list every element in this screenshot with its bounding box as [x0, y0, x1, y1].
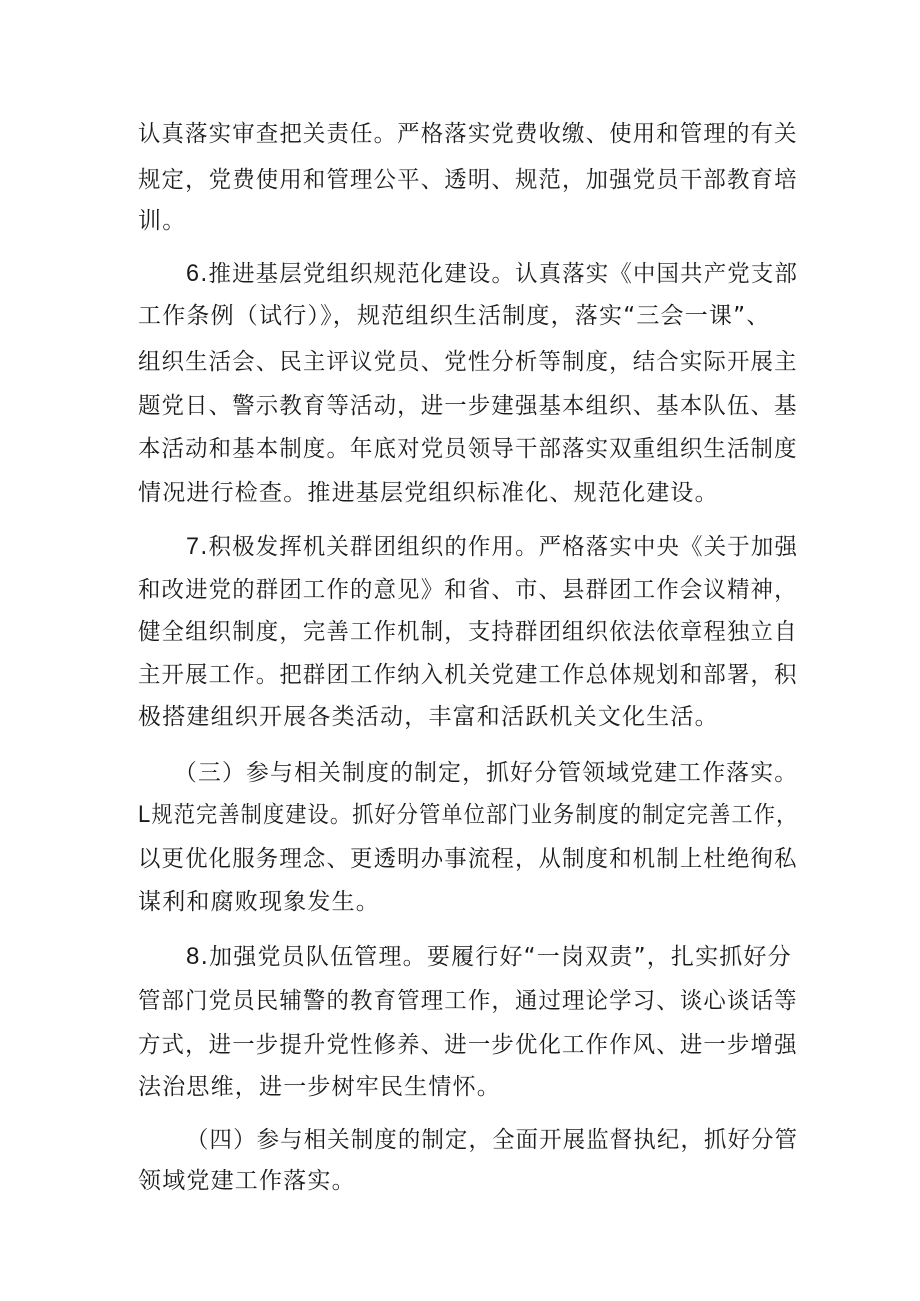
section-heading: （四）参与相关制度的制定，全面开展监督执纪，抓好分管 — [186, 1127, 799, 1153]
paragraph-line: 题党日、警示教育等活动，进一步建强基本组织、基本队伍、基 — [138, 393, 798, 419]
section-heading: （三）参与相关制度的制定，抓好分管领域党建工作落实。 — [174, 760, 799, 786]
paragraph-line: 以更优化服务理念、更透明办事流程，从制度和机制上杜绝徇私 — [138, 846, 798, 872]
item-number: 8 — [186, 943, 201, 970]
paragraph-line: 工作条例（试行）》，规范组织生活制度，落实“三会一课”、 — [138, 303, 771, 329]
paragraph-line: L规范完善制度建设。抓好分管单位部门业务制度的制定完善工作， — [138, 801, 799, 828]
paragraph-line: 情况进行检查。推进基层党组织标准化、规范化建设。 — [138, 480, 719, 506]
item-number: L — [138, 801, 152, 828]
paragraph-line: 组织生活会、民主评议党员、党性分析等制度，结合实际开展主 — [138, 349, 798, 375]
paragraph-line: 极搭建组织开展各类活动，丰富和活跃机关文化生活。 — [138, 704, 719, 730]
paragraph-line: 训。 — [138, 208, 187, 234]
paragraph-line: 8.加强党员队伍管理。要履行好“一岗双责”，扎实抓好分 — [186, 943, 792, 970]
paragraph-line: 方式，进一步提升党性修养、进一步优化工作作风、进一步增强 — [138, 1032, 798, 1058]
paragraph-line: 7.积极发挥机关群团组织的作用。严格落实中央《关于加强 — [186, 533, 799, 560]
paragraph-line: 谋利和腐败现象发生。 — [138, 889, 380, 915]
paragraph-line: 健全组织制度，完善工作机制，支持群团组织依法依章程独立自 — [138, 619, 798, 645]
paragraph-line: 法治思维，进一步树牢民生情怀。 — [138, 1074, 501, 1100]
paragraph-line: 规定，党费使用和管理公平、透明、规范，加强党员干部教育培 — [138, 167, 798, 193]
paragraph-line: 认真落实审查把关责任。严格落实党费收缴、使用和管理的有关 — [138, 121, 798, 147]
item-number: 7 — [186, 533, 201, 560]
paragraph-line: 领域党建工作落实。 — [138, 1168, 356, 1194]
paragraph-line: 和改进党的群团工作的意见》和省、市、县群团工作会议精神， — [138, 577, 798, 603]
paragraph-line: 主开展工作。把群团工作纳入机关党建工作总体规划和部署，积 — [138, 662, 798, 688]
paragraph-line: 管部门党员民辅警的教育管理工作，通过理论学习、谈心谈话等 — [138, 988, 798, 1014]
item-number: 6 — [186, 260, 201, 287]
paragraph-line: 6.推进基层党组织规范化建设。认真落实《中国共产党支部 — [186, 260, 799, 287]
paragraph-line: 本活动和基本制度。年底对党员领导干部落实双重组织生活制度 — [138, 436, 798, 462]
